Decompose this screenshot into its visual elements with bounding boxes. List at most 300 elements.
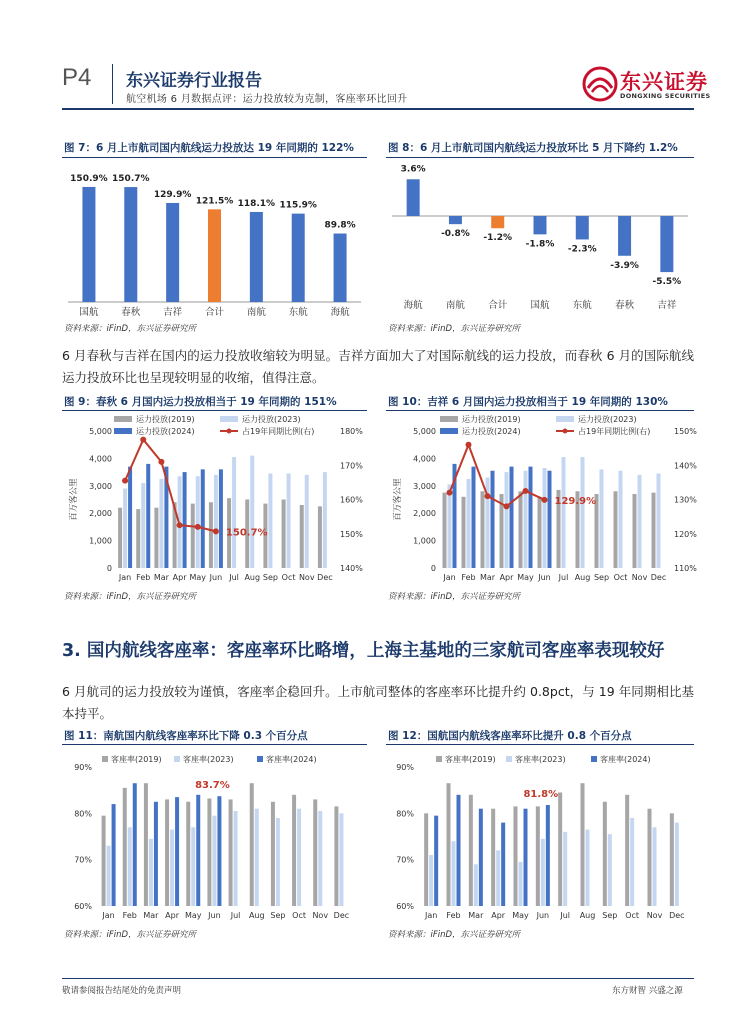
fig10-xtick: Dec <box>650 573 667 582</box>
fig7-tick-label: 合计 <box>204 307 225 318</box>
fig8-title: 图 8：6 月上市航司国内航线运力投放环比 5 月下降约 1.2% <box>388 142 678 154</box>
fig7-bar <box>82 187 95 302</box>
fig10-bar <box>472 467 476 568</box>
fig11-ytick: 90% <box>74 763 92 772</box>
fig11-bar <box>123 788 127 906</box>
fig9-y2tick: 150% <box>340 529 363 539</box>
fig9-xtick: Nov <box>298 573 315 582</box>
fig9-xtick: May <box>189 573 207 582</box>
fig12-xtick: Oct <box>625 911 640 920</box>
fig8-data-label: -3.9% <box>610 260 639 271</box>
fig9-y2tick: 160% <box>340 495 363 505</box>
fig12-xtick: May <box>512 911 529 920</box>
fig12-bar <box>541 839 545 906</box>
footer-slogan: 东方财智 兴盛之源 <box>612 986 683 996</box>
report-subtitle: 航空机场 6 月数据点评：运力投放较为克制，客座率环比回升 <box>126 94 408 105</box>
fig11-xtick: Dec <box>333 911 350 920</box>
fig11-bar <box>128 827 132 906</box>
fig12-bar <box>653 827 657 906</box>
fig12-bar <box>648 809 652 906</box>
fig10-bar <box>562 457 566 568</box>
fig10-ratio-point <box>466 442 472 448</box>
fig11-legend-label: 客座率(2019) <box>111 755 162 764</box>
fig9-legend-label: 运力投放(2023) <box>242 415 301 424</box>
fig12-bar <box>603 802 607 906</box>
fig10-legend-swatch <box>440 428 458 434</box>
fig10-ratio-point <box>447 490 453 496</box>
fig8-bar <box>534 216 547 234</box>
fig10-bar <box>524 471 528 568</box>
fig9-bar <box>318 506 322 568</box>
fig10-bar <box>467 479 471 568</box>
brand-logo-icon <box>582 66 618 102</box>
fig11-legend-label: 客座率(2024) <box>266 755 317 764</box>
fig11-bar <box>212 816 216 906</box>
fig8-bar <box>491 216 504 228</box>
fig11-title: 图 11：南航国内航线客座率环比下降 0.3 个百分点 <box>64 730 308 742</box>
fig11-source: 资料来源：iFinD，东兴证券研究所 <box>64 930 197 940</box>
fig10-ylabel: 百万客公里 <box>393 478 403 521</box>
footer-disclaimer: 敬请参阅报告结尾处的免责声明 <box>62 986 182 996</box>
fig9-bar <box>305 475 309 568</box>
fig7-data-label: 121.5% <box>195 196 234 207</box>
fig11-ytick: 70% <box>74 855 92 865</box>
fig10-bar <box>652 493 656 568</box>
fig10-xtick: Sep <box>593 573 610 582</box>
fig10-bar <box>491 471 495 568</box>
fig10-ytick: 3,000 <box>413 481 436 491</box>
fig11-bar <box>196 795 200 906</box>
fig9-xtick: Aug <box>244 573 261 582</box>
fig9-ytick: 2,000 <box>89 509 112 519</box>
paragraph-2: 6 月航司的运力投放较为谨慎，客座率企稳回升。上市航司整体的客座率环比提升约 0.8pct，与 19 年同期相比基本持平。 <box>62 684 694 721</box>
fig10-y2tick: 130% <box>674 495 697 505</box>
fig11-bar <box>112 804 116 906</box>
fig12-bar <box>491 809 495 906</box>
fig10-bar <box>505 472 509 568</box>
fig9-ytick: 0 <box>106 564 112 573</box>
fig12-bar <box>452 841 456 906</box>
fig11-bar <box>255 809 259 906</box>
fig12-title: 图 12：国航国内航线客座率环比提升 0.8 个百分点 <box>388 730 632 742</box>
fig8-data-label: -5.5% <box>652 277 682 288</box>
fig10-xtick: Nov <box>631 573 648 582</box>
fig10-chart <box>386 411 697 587</box>
fig12-bar <box>536 806 540 906</box>
fig8-tick-label: 合计 <box>488 300 508 311</box>
fig8-tick-label: 春秋 <box>615 300 635 311</box>
fig7-data-label: 115.9% <box>279 200 317 211</box>
fig12-legend-label: 客座率(2019) <box>445 755 496 764</box>
fig9-bar <box>282 500 286 569</box>
fig9-xtick: Jul <box>229 573 239 582</box>
fig10-bar <box>657 473 661 568</box>
fig8-bar <box>576 216 589 239</box>
fig12-bar <box>670 813 674 906</box>
fig12-bar <box>563 832 567 906</box>
fig12-xtick: Jun <box>536 911 550 920</box>
fig8-source: 资料来源：iFinD，东兴证券研究所 <box>388 324 521 334</box>
fig10-bar <box>462 497 466 568</box>
fig10-bar <box>638 475 642 568</box>
fig11-xtick: Apr <box>165 911 180 920</box>
fig8-tick-label: 国航 <box>530 300 550 311</box>
fig12-bar <box>546 805 550 906</box>
fig12-bar <box>424 813 428 906</box>
fig10-xtick: Oct <box>613 573 628 582</box>
fig10-legend-label: 占19年同期比例(右) <box>578 427 651 436</box>
fig11-bar <box>191 827 195 906</box>
fig9-legend-marker <box>227 429 232 434</box>
fig11-legend-swatch <box>102 756 108 762</box>
fig11-xtick: Feb <box>122 911 137 920</box>
fig9-xtick: Dec <box>317 573 333 582</box>
fig10-bar <box>548 471 552 568</box>
fig9-bar <box>300 505 304 568</box>
fig7-chart <box>62 158 367 320</box>
fig12-bar <box>608 834 612 906</box>
fig8-tick-label: 东航 <box>572 300 592 311</box>
fig7-bar <box>334 234 347 302</box>
fig9-ytick: 1,000 <box>89 536 112 546</box>
fig9-ytick: 4,000 <box>89 454 112 464</box>
fig10-y2tick: 140% <box>674 461 697 471</box>
fig11-xtick: Nov <box>312 911 329 920</box>
fig10-xtick: Jul <box>558 573 569 582</box>
fig11-bar <box>334 806 338 906</box>
fig11-bar <box>234 811 238 906</box>
fig12-xtick: Apr <box>491 911 506 920</box>
fig9-ratio-point <box>140 437 146 443</box>
fig12-xtick: Feb <box>446 911 461 920</box>
fig10-ytick: 1,000 <box>413 536 436 546</box>
fig9-bar <box>201 469 205 568</box>
fig10-ratio-point <box>523 488 529 494</box>
fig9-bar <box>141 483 145 568</box>
fig11-chart <box>62 745 367 923</box>
fig10-ratio-point <box>504 503 510 509</box>
fig9-bar <box>323 472 327 568</box>
fig8-bar <box>618 216 631 256</box>
fig10-bar <box>614 491 618 568</box>
fig9-xtick: Jan <box>118 573 132 582</box>
fig12-xtick: Nov <box>646 911 663 920</box>
fig10-bar <box>581 457 585 568</box>
fig7-bar <box>250 212 263 302</box>
fig9-ylabel: 百万客公里 <box>69 478 79 521</box>
fig10-xtick: Apr <box>499 573 514 582</box>
fig11-bar <box>133 783 137 906</box>
fig11-bar <box>229 799 233 906</box>
fig12-annotation: 81.8% <box>523 788 559 800</box>
fig8-chart <box>386 158 694 320</box>
fig9-title: 图 9：春秋 6 月国内运力投放相当于 19 年同期的 151% <box>64 396 337 408</box>
fig9-bar <box>232 457 236 568</box>
footer-rule <box>62 978 694 979</box>
fig9-bar <box>287 473 291 568</box>
fig9-bar <box>268 473 272 568</box>
fig12-bar <box>524 809 528 906</box>
fig10-xtick: Mar <box>479 573 496 582</box>
header-divider <box>112 64 113 104</box>
fig10-xtick: May <box>517 573 534 582</box>
fig9-bar <box>123 489 127 568</box>
fig12-bar <box>581 783 585 906</box>
fig10-legend-marker <box>563 429 568 434</box>
fig11-bar <box>144 783 148 906</box>
fig7-tick-label: 吉祥 <box>163 307 183 318</box>
fig11-bar <box>107 846 111 906</box>
fig9-xtick: Apr <box>172 573 187 582</box>
fig8-tick-label: 海航 <box>403 300 423 311</box>
fig11-bar <box>186 802 190 906</box>
fig8-tick-label: 吉祥 <box>657 300 677 311</box>
page-number: P4 <box>62 64 92 91</box>
fig12-bar <box>447 783 451 906</box>
fig9-y2tick: 140% <box>340 564 363 573</box>
fig7-data-label: 150.9% <box>70 173 108 184</box>
fig10-ytick: 5,000 <box>413 427 436 436</box>
fig12-ytick: 60% <box>396 902 414 911</box>
fig12-bar <box>558 792 562 906</box>
fig12-ytick: 80% <box>396 809 414 819</box>
fig9-bar <box>183 472 187 568</box>
fig10-bar <box>519 491 523 568</box>
fig10-bar <box>443 493 447 568</box>
fig9-ratio-point <box>122 478 128 484</box>
fig12-bar <box>630 818 634 906</box>
fig11-bar <box>207 799 211 906</box>
fig9-bar <box>191 504 195 568</box>
fig11-bar <box>250 783 254 906</box>
fig12-bar <box>457 795 461 906</box>
fig11-xtick: Jan <box>102 911 115 920</box>
paragraph-1: 6 月春秋与吉祥在国内的运力投放收缩较为明显。吉祥方面加大了对国际航线的运力投放，而春秋 6 月的国际航线运力投放环比也呈现较明显的收缩，值得注意。 <box>62 348 694 385</box>
fig10-xtick: Jan <box>443 573 456 582</box>
fig7-bar <box>166 203 179 302</box>
fig9-legend-label: 运力投放(2019) <box>136 415 195 424</box>
fig11-ytick: 60% <box>74 902 92 911</box>
fig9-ratio-point <box>158 459 164 465</box>
fig10-xtick: Aug <box>574 573 591 582</box>
fig11-bar <box>297 809 301 906</box>
fig9-ratio-point <box>177 522 183 528</box>
fig8-bar <box>660 216 673 272</box>
fig9-ratio-point <box>195 524 201 530</box>
fig7-tick-label: 国航 <box>79 307 99 318</box>
fig11-ytick: 80% <box>74 809 92 819</box>
header-rule <box>62 108 694 110</box>
fig9-xtick: Sep <box>262 573 278 582</box>
fig12-source: 资料来源：iFinD，东兴证券研究所 <box>388 930 521 940</box>
fig9-xtick: Jun <box>209 573 223 582</box>
fig7-tick-label: 南航 <box>246 307 266 318</box>
fig7-data-label: 89.8% <box>324 220 356 231</box>
fig12-xtick: Dec <box>669 911 685 920</box>
fig9-chart <box>62 411 367 587</box>
fig10-bar <box>448 484 452 568</box>
fig7-data-label: 118.1% <box>237 198 276 209</box>
fig8-tick-label: 南航 <box>445 300 465 311</box>
fig11-xtick: Jun <box>208 911 221 920</box>
fig7-bar <box>124 187 137 302</box>
fig12-legend-swatch <box>436 756 442 762</box>
fig10-legend-swatch <box>556 416 574 422</box>
fig12-bar <box>519 862 523 906</box>
fig12-xtick: Aug <box>579 911 596 920</box>
fig11-legend-swatch <box>257 756 263 762</box>
fig9-source: 资料来源：iFinD，东兴证券研究所 <box>64 592 197 602</box>
fig10-xtick: Feb <box>461 573 476 582</box>
fig10-ytick: 2,000 <box>413 509 436 519</box>
fig11-xtick: Jul <box>230 911 241 920</box>
fig7-bar <box>208 209 221 302</box>
fig9-xtick: Feb <box>136 573 151 582</box>
fig10-bar <box>529 467 533 568</box>
fig12-ytick: 90% <box>396 763 414 772</box>
fig11-xtick: Oct <box>292 911 307 920</box>
fig11-bar <box>339 813 343 906</box>
fig12-legend-label: 客座率(2024) <box>600 755 651 764</box>
fig11-bar <box>170 830 174 906</box>
fig12-bar <box>469 795 473 906</box>
fig12-bar <box>625 795 629 906</box>
fig11-bar <box>276 818 280 906</box>
fig7-source: 资料来源：iFinD，东兴证券研究所 <box>64 324 197 334</box>
fig8-data-label: -1.2% <box>483 233 513 244</box>
report-title: 东兴证券行业报告 <box>126 71 262 91</box>
fig12-legend-label: 客座率(2023) <box>515 755 566 764</box>
fig9-bar <box>196 476 200 568</box>
fig9-bar <box>219 469 223 568</box>
fig11-xtick: Aug <box>248 911 265 920</box>
fig9-xtick: Oct <box>281 573 296 582</box>
fig10-xtick: Jun <box>538 573 551 582</box>
fig12-bar <box>586 830 590 906</box>
fig9-y2tick: 170% <box>340 461 363 471</box>
fig10-bar <box>510 467 514 568</box>
fig10-bar <box>633 494 637 568</box>
fig12-bar <box>429 855 433 906</box>
fig9-bar <box>128 467 132 568</box>
fig10-y2tick: 110% <box>674 564 697 573</box>
fig10-ratio-point <box>542 497 548 503</box>
fig10-bar <box>481 491 485 568</box>
fig11-bar <box>154 802 158 906</box>
fig10-source: 资料来源：iFinD，东兴证券研究所 <box>388 592 521 602</box>
fig8-data-label: -1.8% <box>525 239 555 250</box>
fig12-chart <box>386 745 694 923</box>
fig7-bar <box>292 214 305 302</box>
fig9-ytick: 5,000 <box>89 427 112 436</box>
fig11-bar <box>165 799 169 906</box>
fig9-bar <box>154 508 158 568</box>
brand-name: 东兴证券 <box>620 70 708 94</box>
fig12-bar <box>501 823 505 906</box>
fig10-bar <box>543 468 547 568</box>
fig10-bar <box>538 497 542 568</box>
fig11-bar <box>102 816 106 906</box>
fig10-y2tick: 120% <box>674 529 697 539</box>
fig12-xtick: Jul <box>560 911 570 920</box>
fig9-legend-swatch <box>114 416 132 422</box>
fig12-ytick: 70% <box>396 855 414 865</box>
fig11-xtick: Mar <box>143 911 159 920</box>
fig12-bar <box>479 809 483 906</box>
fig11-annotation: 83.7% <box>195 780 230 792</box>
fig9-bar <box>209 502 213 568</box>
fig12-xtick: Sep <box>602 911 618 920</box>
fig10-ratio-point <box>485 493 491 499</box>
fig9-bar <box>118 508 122 568</box>
fig7-tick-label: 海航 <box>330 307 350 318</box>
fig9-bar <box>214 475 218 568</box>
fig12-legend-swatch <box>506 756 512 762</box>
fig10-annotation: 129.9% <box>554 495 597 507</box>
section-heading: 3. 国内航线客座率：客座率环比略增，上海主基地的三家航司客座率表现较好 <box>62 641 665 661</box>
fig11-bar <box>292 795 296 906</box>
fig9-legend-swatch <box>220 416 238 422</box>
fig11-xtick: May <box>184 911 202 920</box>
fig12-bar <box>675 823 679 906</box>
fig11-bar <box>149 839 153 906</box>
fig9-y2tick: 180% <box>340 427 363 436</box>
fig10-bar <box>619 471 623 568</box>
fig12-bar <box>474 864 478 906</box>
fig8-data-label: -2.3% <box>567 244 597 255</box>
fig7-tick-label: 春秋 <box>121 307 141 318</box>
fig11-bar <box>313 799 317 906</box>
fig10-legend-label: 运力投放(2019) <box>462 415 521 424</box>
fig12-xtick: Jan <box>424 911 438 920</box>
fig10-ytick: 0 <box>430 564 436 573</box>
fig9-annotation: 150.7% <box>225 527 268 539</box>
fig8-data-label: -0.8% <box>441 229 470 240</box>
fig9-legend-label: 占19年同期比例(右) <box>242 427 315 436</box>
fig11-bar <box>271 802 275 906</box>
fig9-bar <box>250 456 254 568</box>
fig8-data-label: 3.6% <box>400 164 426 175</box>
fig9-legend-label: 运力投放(2024) <box>136 427 195 436</box>
fig9-bar <box>136 509 140 568</box>
fig11-bar <box>318 811 322 906</box>
fig10-legend-swatch <box>440 416 458 422</box>
fig8-bar <box>449 216 462 224</box>
fig7-tick-label: 东航 <box>288 307 308 318</box>
fig7-data-label: 129.9% <box>153 189 192 200</box>
fig10-bar <box>600 469 604 568</box>
fig12-xtick: Mar <box>468 911 484 920</box>
fig11-bar <box>217 796 221 906</box>
fig10-legend-label: 运力投放(2024) <box>462 427 521 436</box>
fig9-xtick: Mar <box>153 573 169 582</box>
fig7-title: 图 7：6 月上市航司国内航线运力投放达 19 年同期的 122% <box>64 142 354 154</box>
fig9-ytick: 3,000 <box>89 481 112 491</box>
fig9-bar <box>159 479 163 568</box>
fig10-y2tick: 150% <box>674 427 697 436</box>
fig12-bar <box>514 806 518 906</box>
fig10-legend-label: 运力投放(2023) <box>578 415 637 424</box>
fig7-data-label: 150.7% <box>112 174 150 185</box>
brand-name-en: DONGXING SECURITIES <box>620 92 711 100</box>
fig12-bar <box>496 850 500 906</box>
fig9-bar <box>146 464 150 568</box>
fig8-bar <box>407 179 420 216</box>
fig12-legend-swatch <box>591 756 597 762</box>
fig9-ratio-point <box>213 528 219 534</box>
fig9-legend-swatch <box>114 428 132 434</box>
fig11-legend-swatch <box>174 756 180 762</box>
